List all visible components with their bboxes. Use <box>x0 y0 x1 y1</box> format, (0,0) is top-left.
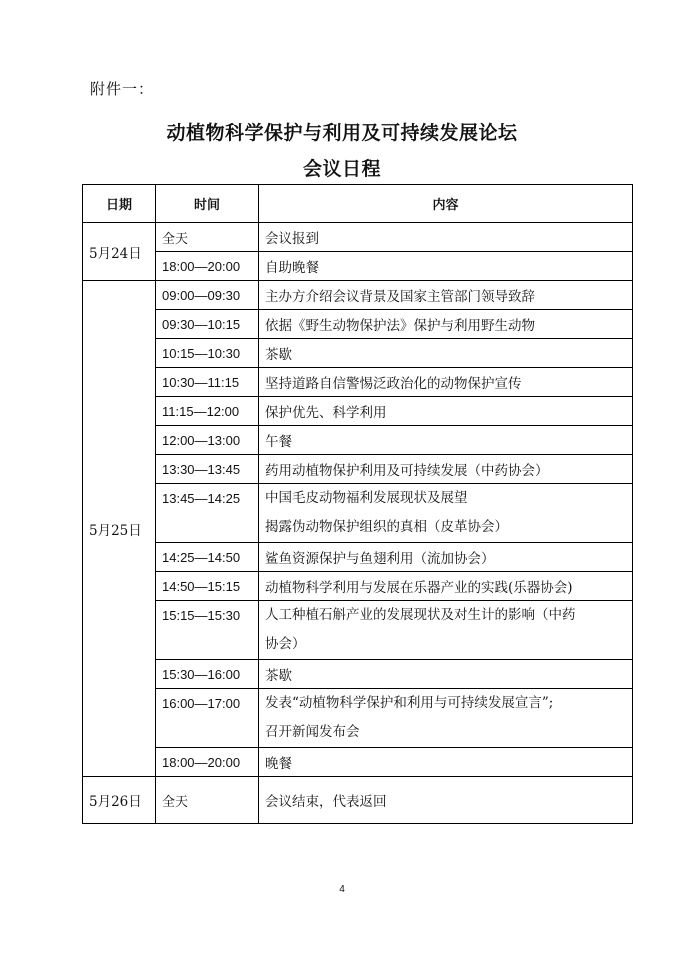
content-line: 协会） <box>265 636 306 652</box>
content-line: 发表“动植物科学保护和利用与可持续发展宣言”; <box>265 695 554 711</box>
time-cell: 13:45—14:25 <box>156 484 259 543</box>
date-cell: 5月25日 <box>83 281 156 777</box>
table-row <box>83 339 633 368</box>
document-subtitle: 会议日程 <box>302 158 381 180</box>
content-cell: 鲨鱼资源保护与鱼翅利用（流加协会） <box>259 543 633 572</box>
time-cell: 09:30—10:15 <box>156 310 259 339</box>
table-row <box>83 455 633 484</box>
content-cell: 晚餐 <box>259 748 633 777</box>
table-row <box>83 748 633 777</box>
time-cell: 15:15—15:30 <box>156 601 259 660</box>
content-cell: 会议报到 <box>259 223 633 252</box>
date-cell: 5月24日 <box>83 223 156 281</box>
table-row <box>83 426 633 455</box>
content-cell <box>259 484 633 543</box>
content-cell <box>259 601 633 660</box>
time-cell: 全天 <box>156 223 259 252</box>
attachment-label: 附件一： <box>90 80 155 98</box>
content-line: 中国毛皮动物福利发展现状及展望 <box>265 490 468 506</box>
content-cell: 自助晚餐 <box>259 252 633 281</box>
time-cell: 10:15—10:30 <box>156 339 259 368</box>
time-cell: 全天 <box>156 777 259 824</box>
table-row <box>83 484 633 543</box>
table-row <box>83 368 633 397</box>
time-cell: 16:00—17:00 <box>156 689 259 748</box>
time-cell: 13:30—13:45 <box>156 455 259 484</box>
time-cell: 18:00—20:00 <box>156 252 259 281</box>
content-cell: 保护优先、科学利用 <box>259 397 633 426</box>
table-row <box>83 660 633 689</box>
content-cell <box>259 689 633 748</box>
date-cell: 5月26日 <box>83 777 156 824</box>
table-row <box>83 777 633 824</box>
time-cell: 11:15—12:00 <box>156 397 259 426</box>
content-cell: 主办方介绍会议背景及国家主管部门领导致辞 <box>259 281 633 310</box>
content-cell: 动植物科学利用与发展在乐器产业的实践(乐器协会) <box>259 572 633 601</box>
time-cell: 09:00—09:30 <box>156 281 259 310</box>
time-cell: 14:25—14:50 <box>156 543 259 572</box>
schedule-table <box>82 184 633 824</box>
content-cell: 茶歇 <box>259 660 633 689</box>
table-row <box>83 601 633 660</box>
time-cell: 15:30—16:00 <box>156 660 259 689</box>
content-cell: 会议结束，代表返回 <box>259 777 633 824</box>
content-line: 召开新闻发布会 <box>265 724 360 740</box>
table-row <box>83 252 633 281</box>
table-row <box>83 543 633 572</box>
table-row <box>83 223 633 252</box>
content-line: 人工种植石斛产业的发展现状及对生计的影响（中药 <box>265 607 576 623</box>
document-title: 动植物科学保护与利用及可持续发展论坛 <box>166 122 518 144</box>
header-content: 内容 <box>259 185 633 223</box>
table-row <box>83 572 633 601</box>
time-cell: 12:00—13:00 <box>156 426 259 455</box>
table-row <box>83 689 633 748</box>
content-cell: 依据《野生动物保护法》保护与利用野生动物 <box>259 310 633 339</box>
table-header-row <box>83 185 633 223</box>
table-row <box>83 397 633 426</box>
time-cell: 14:50—15:15 <box>156 572 259 601</box>
table-row <box>83 310 633 339</box>
content-cell: 午餐 <box>259 426 633 455</box>
header-date: 日期 <box>83 185 156 223</box>
header-time: 时间 <box>156 185 259 223</box>
content-line: 揭露伪动物保护组织的真相（皮革协会） <box>265 519 508 535</box>
content-cell: 茶歇 <box>259 339 633 368</box>
table-row <box>83 281 633 310</box>
page-number: 4 <box>339 884 345 895</box>
time-cell: 10:30—11:15 <box>156 368 259 397</box>
content-cell: 坚持道路自信警惕泛政治化的动物保护宣传 <box>259 368 633 397</box>
content-cell: 药用动植物保护利用及可持续发展（中药协会） <box>259 455 633 484</box>
time-cell: 18:00—20:00 <box>156 748 259 777</box>
